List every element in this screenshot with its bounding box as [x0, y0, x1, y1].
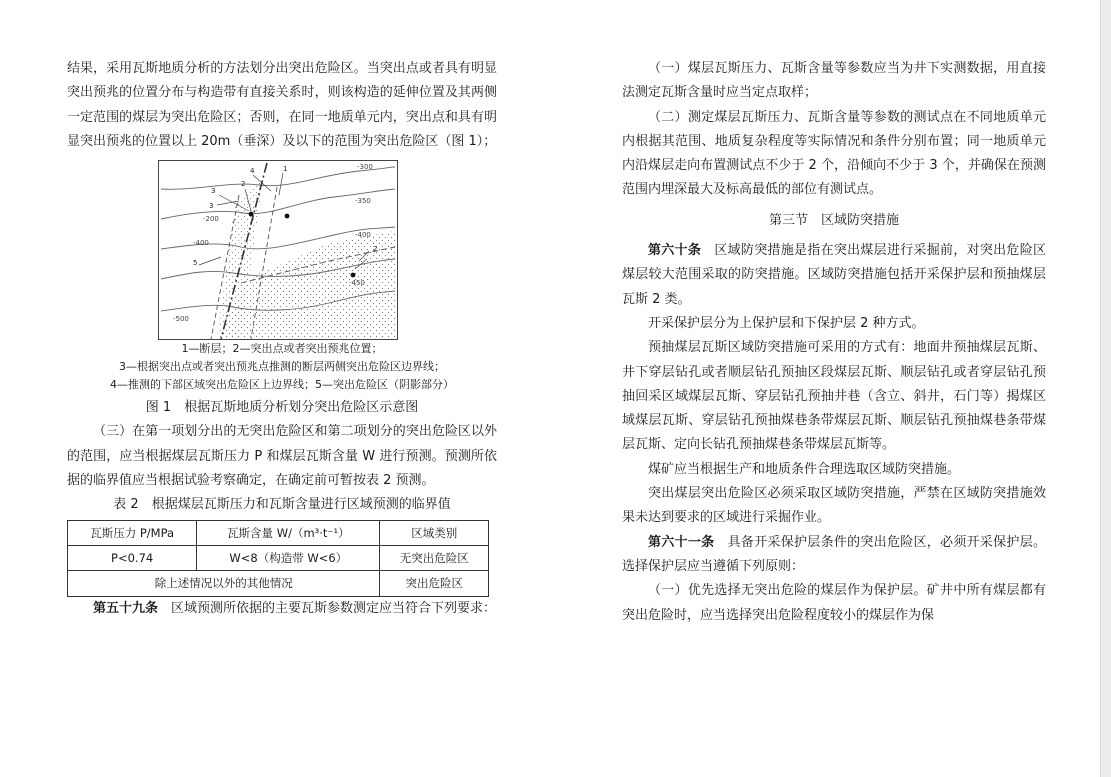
right-page [622, 57, 1046, 628]
critical-value-table [67, 520, 489, 597]
table-title: 表 2 根据煤层瓦斯压力和瓦斯含量进行区域预测的临界值 [113, 497, 451, 513]
contour-label: -400 [355, 231, 371, 240]
table-cell: W<8（构造带 W<6） [197, 545, 380, 570]
article-label: 第六十条 [648, 243, 702, 259]
paragraph: 开采保护层分为上保护层和下保护层 2 种方式。 [648, 315, 925, 331]
paragraph: 结果，采用瓦斯地质分析的方法划分出突出危险区。当突出点或者具有明显突出预兆的位置分布与构造带有直接关系时，则该构造的延伸位置及其两侧一定范围的煤层为突出危险区；否则，在同一地质单元内，突出点和具有明显突出预兆的位置以上 20m（垂深）及以下的范围为突出危险区（图 1）； [67, 61, 497, 149]
paragraph: （一）煤层瓦斯压力、瓦斯含量等参数应当为井下实测数据，用直接法测定瓦斯含量时应当定点取样； [622, 61, 1046, 101]
table-row [68, 571, 489, 596]
table-header-row [68, 520, 489, 545]
table-cell: 无突出危险区 [380, 545, 489, 570]
outburst-point [285, 214, 290, 219]
figure-caption-line: 4—推测的下部区域突出危险区上边界线；5—突出危险区（阴影部分） [110, 378, 454, 392]
paragraph: （三）在第一项划分出的无突出危险区和第二项划分的突出危险区以外的范围，应当根据煤层瓦斯压力 P 和煤层瓦斯含量 W 进行预测。预测所依据的临界值应当根据试验考察确定，在确定前可暂按表 2 预测。 [67, 424, 497, 489]
table-header-cell: 瓦斯压力 P/MPa [68, 520, 197, 545]
paragraph: 突出煤层突出危险区必须采取区域防突措施，严禁在区域防突措施效果未达到要求的区域进行采掘作业。 [622, 486, 1046, 526]
article-paragraph [622, 531, 1046, 580]
contour-label: -400 [193, 239, 209, 248]
callout-number: 2 [241, 180, 246, 189]
article-label: 第五十九条 [93, 600, 159, 616]
section-title: 第三节 区域防突措施 [768, 212, 899, 228]
table-header-cell: 瓦斯含量 W/（m³·t⁻¹） [197, 520, 380, 545]
left-page [67, 57, 497, 621]
contour-label: -350 [355, 197, 371, 206]
contour-label: -300 [357, 163, 373, 172]
contour-label: -500 [173, 315, 189, 324]
article-paragraph [622, 239, 1046, 312]
geologic-contour-map [159, 161, 397, 339]
article-text: 具备开采保护层条件的突出危险区，必须开采保护层。选择保护层应当遵循下列原则： [622, 534, 1046, 574]
article-text: 区域防突措施是指在突出煤层进行采掘前，对突出危险区煤层较大范围采取的防突措施。区域防突措施包括开采保护层和预抽煤层瓦斯 2 类。 [622, 243, 1046, 307]
paragraph: 煤矿应当根据生产和地质条件合理选取区域防突措施。 [648, 461, 961, 477]
table-cell: 突出危险区 [380, 571, 489, 596]
article-text: 区域预测所依据的主要瓦斯参数测定应当符合下列要求： [158, 600, 497, 616]
figure-caption-line: 1—断层；2—突出点或者突出预兆位置； [181, 342, 383, 356]
figure-1-diagram [158, 160, 398, 340]
figure-title: 图 1 根据瓦斯地质分析划分突出危险区示意图 [145, 400, 419, 416]
callout-number: 3 [209, 202, 214, 211]
figure-caption-line: 3—根据突出点或者突出预兆点推测的断层两侧突出危险区边界线； [119, 360, 445, 374]
article-label: 第六十一条 [648, 534, 715, 550]
callout-number: 3 [211, 187, 216, 196]
paragraph: 预抽煤层瓦斯区域防突措施可采用的方式有：地面井预抽煤层瓦斯、井下穿层钻孔或者顺层钻孔预抽区段煤层瓦斯、顺层钻孔或者穿层钻孔预抽回采区域煤层瓦斯、穿层钻孔预抽井巷（含立、斜井，石门等）揭煤区域煤层瓦斯、穿层钻孔预抽煤巷条带煤层瓦斯、顺层钻孔预抽煤巷条带煤层瓦斯、定向长钻孔预抽煤巷条带煤层瓦斯等。 [622, 340, 1046, 453]
article-paragraph [67, 597, 497, 621]
table-row [68, 545, 489, 570]
table-cell: P<0.74 [68, 545, 197, 570]
callout-number: 1 [283, 165, 288, 174]
paragraph: （二）测定煤层瓦斯压力、瓦斯含量等参数的测试点在不同地质单元内根据其范围、地质复杂程度等实际情况和条件分别布置；同一地质单元内沿煤层走向布置测试点不少于 2 个，沿倾向不少于 3 个，并确保在预测范围内埋深最大及标高最低的部位有测试点。 [622, 109, 1046, 198]
contour-label: -200 [203, 215, 219, 224]
callout-number: 2 [373, 245, 378, 254]
outburst-point [351, 273, 356, 278]
callout-number: 4 [250, 167, 255, 176]
scrollbar-track[interactable] [1100, 0, 1111, 777]
table-header-cell: 区域类别 [380, 520, 489, 545]
contour-label: -450 [349, 279, 365, 288]
callout-number: 5 [193, 259, 198, 268]
outburst-point [249, 212, 254, 217]
paragraph: （一）优先选择无突出危险的煤层作为保护层。矿井中所有煤层都有突出危险时，应当选择突出危险程度较小的煤层作为保 [622, 583, 1046, 623]
table-cell: 除上述情况以外的其他情况 [68, 571, 380, 596]
